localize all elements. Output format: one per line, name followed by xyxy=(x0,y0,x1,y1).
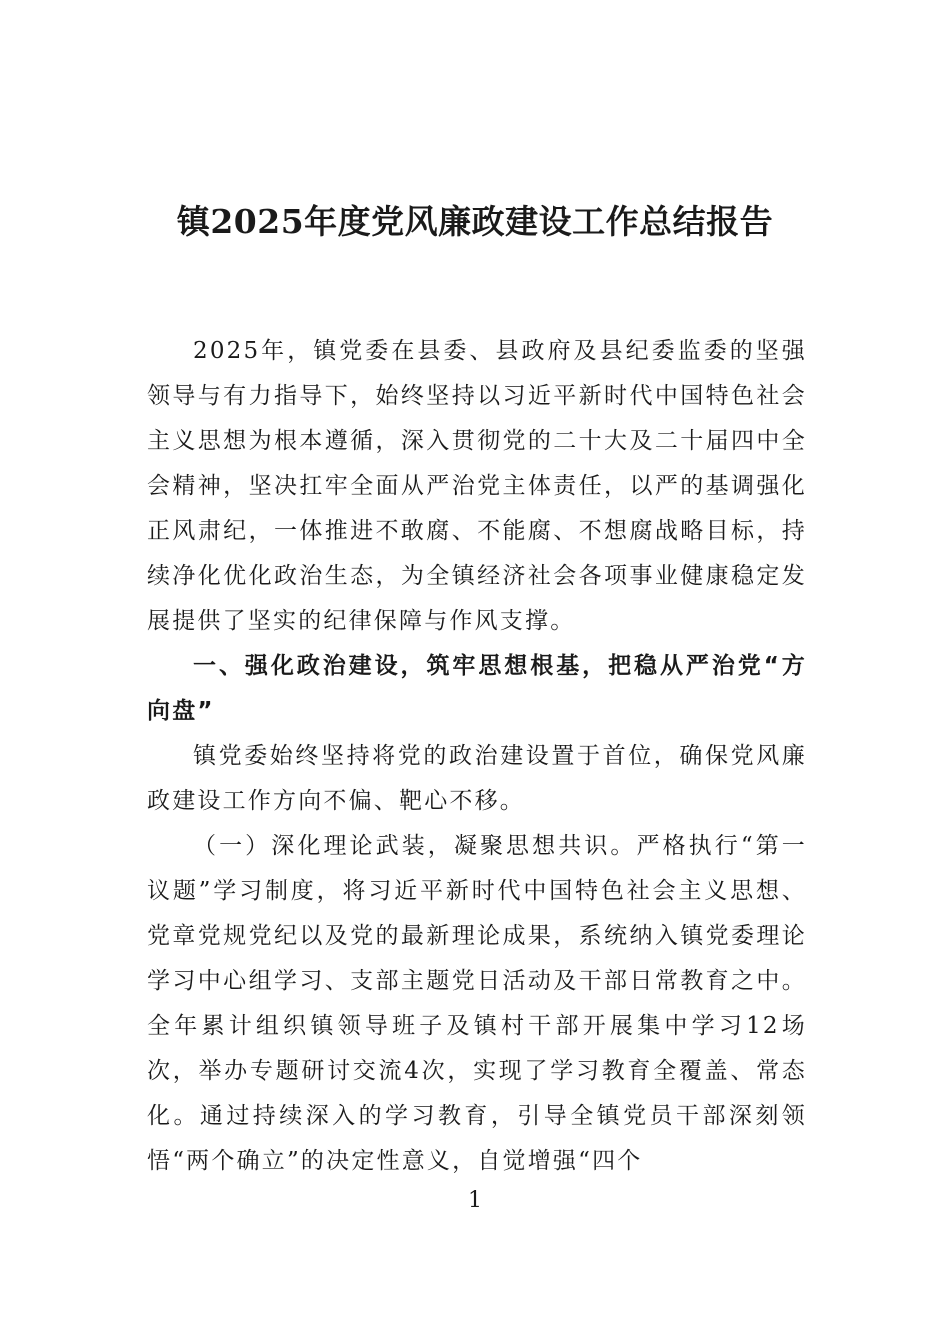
subsection-paragraph-1 xyxy=(147,824,807,1184)
document-title: 镇2025年度党风廉政建设工作总结报告 xyxy=(176,202,774,241)
section-heading-1: 一、强化政治建设，筑牢思想根基，把稳从严治党“方向盘” xyxy=(147,653,807,724)
subsection-text: 严格执行“第一议题”学习制度，将习近平新时代中国特色社会主义思想、党章党规党纪以及党的最新理论成果，系统纳入镇党委理论学习中心组学习、支部主题党日活动及干部日常教育之中。全年累计组织镇领导班子及镇村干部开展集中学习12场次，举办专题研讨交流4次，实现了学习教育全覆盖、常态化。通过持续深入的学习教育，引导全镇党员干部深刻领悟“两个确立”的决定性意义，自觉增强“四个 xyxy=(147,833,807,1174)
document-body xyxy=(147,329,807,1184)
page-number: 1 xyxy=(468,1188,482,1213)
intro-paragraph: 2025年，镇党委在县委、县政府及县纪委监委的坚强领导与有力指导下，始终坚持以习近平新时代中国特色社会主义思想为根本遵循，深入贯彻党的二十大及二十届四中全会精神，坚决扛牢全面从严治党主体责任，以严的基调强化正风肃纪，一体推进不敢腐、不能腐、不想腐战略目标，持续净化优化政治生态，为全镇经济社会各项事业健康稳定发展提供了坚实的纪律保障与作风支撑。 xyxy=(147,338,807,634)
subsection-lead: （一）深化理论武装，凝聚思想共识。 xyxy=(193,833,637,859)
section-intro-paragraph: 镇党委始终坚持将党的政治建设置于首位，确保党风廉政建设工作方向不偏、靶心不移。 xyxy=(147,743,807,814)
